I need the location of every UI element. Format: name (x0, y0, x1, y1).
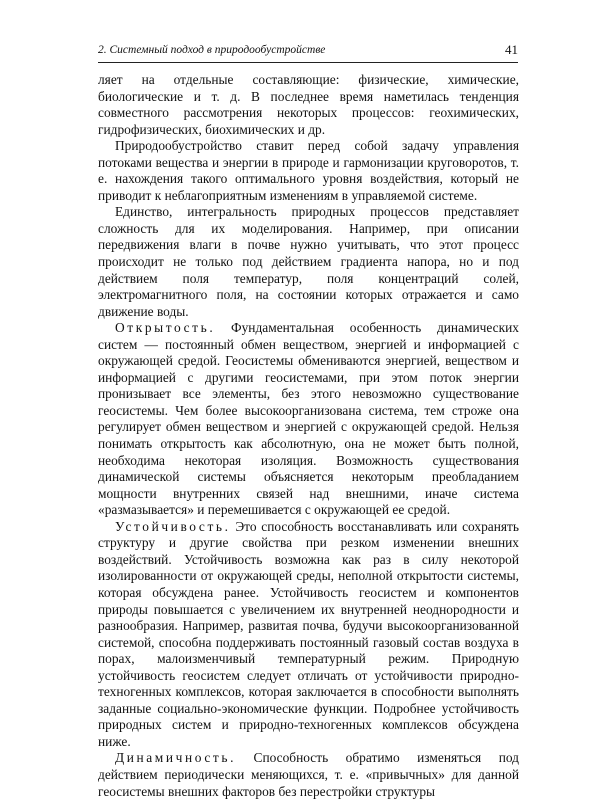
term-stability: Устойчивость. (115, 518, 231, 534)
running-header (98, 42, 518, 63)
paragraph-text: Способность обратимо изменяться под действием периодически меняющихся, т. е. «привычных» для данной геосистемы внешних факторов без перестройки структуры (98, 750, 519, 799)
paragraph-management (98, 138, 519, 204)
paragraph-text: Это способность восстанавливать или сохранять структуру и другие свойства при резком изменении внешних воздействий. Устойчивость возможна как раз в силу некоторой изолированности от окружающей среды, неполной открытости системы, которая обсуждена ранее. Устойчивость геосистем и компонентов природы повышается с увеличением их внутренней неоднородности и разнообразия. Например, развитая почва, будучи высокоорганизованной системой, способна поддерживать постоянный газовый состав воздуха в порах, малоизменчивый температурный режим. Природную устойчивость геосистем следует отличать от устойчивости природно-техногенных комплексов, которая заключается в способности выполнять заданные социально-экономические функции. Подробнее устойчивость природных систем и природно-техногенных комплексов обсуждена ниже. (98, 518, 519, 749)
paragraph-dynamism (98, 750, 519, 800)
paragraph-text: ляет на отдельные составляющие: физические, химические, биологические и т. д. В последнее время наметилась тенденция совместного рассмотрения некоторых процессов: геохимических, гидрофизических, биохимических и др. (98, 72, 519, 137)
term-dynamism: Динамичность. (115, 750, 237, 766)
running-title: 2. Системный подход в природообустройстве (98, 44, 326, 56)
paragraph-stability (98, 519, 519, 751)
page-number: 41 (505, 42, 518, 57)
paragraph-text: Природообустройство ставит перед собой задачу управления потоками вещества и энергии в природе и гармонизации круговоротов, т. е. нахождения такого оптимального уровня воздействия, который не приводит к неблагоприятным изменениям в управляемой системе. (98, 138, 519, 203)
term-openness: Открытость. (115, 320, 216, 336)
paragraph-openness (98, 320, 519, 519)
paragraph-unity (98, 204, 519, 320)
paragraph-text: Фундаментальная особенность динамических систем — постоянный обмен веществом, энергией и информацией с окружающей средой. Геосистемы обмениваются энергией, веществом и информацией с другими геосистемами, при этом поток энергии пронизывает все элементы, без этого невозможно существование геосистемы. Чем более высокоорганизована система, тем строже она регулирует обмен веществом и энергией с окружающей средой. Нельзя понимать открытость как абсолютную, она не может быть полной, необходима некоторая изоляция. Возможность существования динамической системы объясняется некоторым преобладанием мощности внутренних связей над внешними, иначе система «размазывается» и перемешивается с окружающей ее средой. (98, 320, 519, 518)
paragraph-text: Единство, интегральность природных процессов представляет сложность для их моделирования. Например, при описании передвижения влаги в почве нужно учитывать, что этот процесс происходит не только под действием градиента напора, но и под действием поля температур, поля концентраций солей, электромагнитного поля, на состоянии которых отражается и само движение воды. (98, 204, 519, 319)
paragraph-continuation (98, 72, 519, 138)
body-text (98, 72, 519, 800)
